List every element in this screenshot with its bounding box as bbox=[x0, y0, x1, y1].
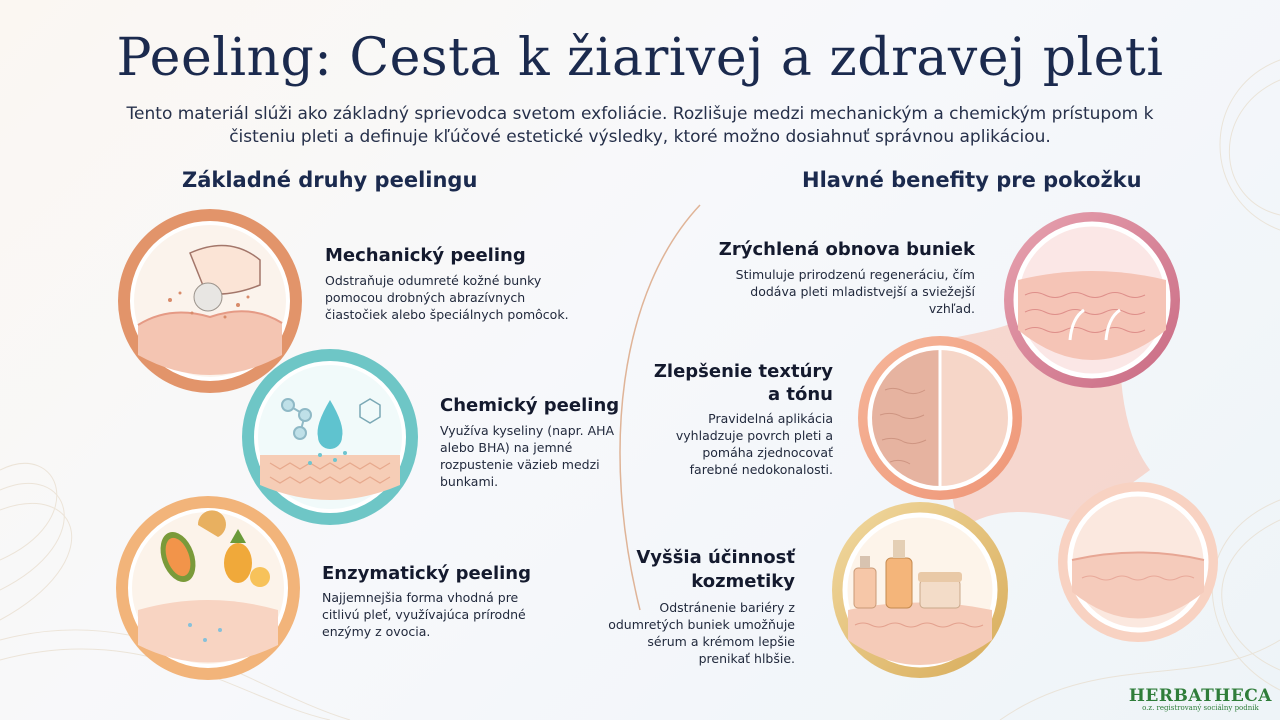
intro-text: Tento materiál slúži ako základný sprievodca svetom exfoliácie. Rozlišuje medzi mechanickým a chemickým prístupom k čisteniu pleti a definuje kľúčové estetické výsledky, ktoré možno dosiahnuť správnou aplikáciou. bbox=[126, 104, 1154, 147]
cosmetics-efficiency-title-line2: kozmetiky bbox=[691, 571, 795, 592]
herbatheca-logo bbox=[1129, 686, 1272, 712]
cosmetics-efficiency-desc: Odstránenie bariéry z odumretých buniek umožňuje sérum a krémom lepšie prenikať hlbšie. bbox=[608, 600, 795, 666]
texture-tone-title-line2: a tónu bbox=[767, 384, 833, 405]
enzymatic-peeling-title: Enzymatický peeling bbox=[322, 563, 531, 584]
logo-name: HERBATHECA bbox=[1128, 686, 1272, 706]
cosmetics-efficiency-title-line1: Vyššia účinnosť bbox=[636, 547, 795, 568]
chemical-peeling-desc: Využíva kyseliny (napr. AHA alebo BHA) na jemné rozpustenie väzieb medzi bunkami. bbox=[440, 423, 615, 489]
texture-tone-title-line1: Zlepšenie textúry bbox=[653, 361, 833, 382]
mechanical-peeling-desc: Odstraňuje odumreté kožné bunky pomocou drobných abrazívnych čiastočiek alebo špeciálnych pomôcok. bbox=[325, 273, 569, 322]
skin-layers-icon bbox=[1058, 482, 1218, 642]
enzymatic-peeling-desc: Najjemnejšia forma vhodná pre citlivú pleť, využívajúca prírodné enzýmy z ovocia. bbox=[322, 590, 526, 639]
logo-subtitle: o.z. registrovaný sociálny podnik bbox=[1142, 704, 1259, 712]
hand-scrub-icon bbox=[118, 209, 302, 393]
cell-renewal-icon bbox=[1004, 212, 1180, 388]
molecule-drop-icon bbox=[242, 349, 418, 525]
page-title: Peeling: Cesta k žiarivej a zdravej pleti bbox=[116, 28, 1164, 88]
chemical-peeling-title: Chemický peeling bbox=[440, 395, 620, 416]
left-section-heading: Základné druhy peelingu bbox=[182, 168, 478, 192]
mechanical-peeling-title: Mechanický peeling bbox=[325, 245, 526, 266]
skin-texture-icon bbox=[858, 336, 1022, 500]
texture-tone-desc: Pravidelná aplikácia vyhladzuje povrch pleti a pomáha zjednocovať farebné nedokonalosti. bbox=[675, 411, 833, 477]
fruit-icon bbox=[116, 496, 300, 680]
cell-renewal-desc: Stimuluje prirodzenú regeneráciu, čím dodáva pleti mladistvejší a sviežejší vzhľad. bbox=[735, 267, 975, 316]
right-section-heading: Hlavné benefity pre pokožku bbox=[802, 168, 1142, 192]
cell-renewal-title: Zrýchlená obnova buniek bbox=[718, 239, 975, 260]
cosmetics-bottles-icon bbox=[832, 502, 1008, 678]
